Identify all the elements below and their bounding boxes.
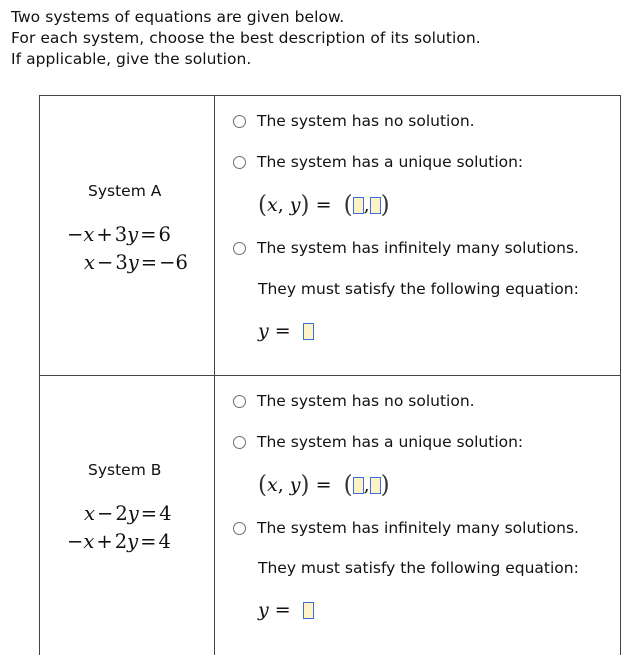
radio-button[interactable]: [233, 156, 246, 169]
system-b-must-satisfy: They must satisfy the following equation:: [258, 559, 579, 577]
option-label: The system has a unique solution:: [257, 433, 524, 451]
system-a-unique-solution: ( x , y ) = ( , ): [258, 191, 390, 219]
radio-button[interactable]: [233, 242, 246, 255]
system-b-label: System B: [88, 461, 162, 479]
option-label: The system has no solution.: [257, 112, 475, 130]
system-b-y-input[interactable]: [370, 477, 381, 494]
system-a-y-equation-input[interactable]: [303, 323, 314, 340]
instructions: [11, 7, 481, 70]
system-b-equation-2: −x + 2y = 4: [67, 530, 171, 553]
instruction-line-3: If applicable, give the solution.: [11, 50, 252, 68]
system-b-unique-solution: ( x , y ) = ( , ): [258, 471, 390, 499]
system-a-must-satisfy: They must satisfy the following equation:: [258, 280, 579, 298]
system-a-option-unique[interactable]: [233, 151, 523, 173]
system-b-equation-1: x − 2y = 4: [84, 502, 172, 525]
instruction-line-2: For each system, choose the best description of its solution.: [11, 29, 481, 47]
radio-button[interactable]: [233, 115, 246, 128]
option-label: The system has infinitely many solutions.: [257, 239, 579, 257]
system-a-option-infinite[interactable]: [233, 237, 579, 259]
system-a-equation-2: x − 3y = −6: [84, 251, 188, 274]
system-b-option-no-solution[interactable]: [233, 390, 475, 412]
system-a-label: System A: [88, 182, 162, 200]
system-a-equation-1: −x + 3y = 6: [67, 223, 171, 246]
option-label: The system has a unique solution:: [257, 153, 524, 171]
system-b-option-unique[interactable]: [233, 431, 523, 453]
radio-button[interactable]: [233, 436, 246, 449]
radio-button[interactable]: [233, 522, 246, 535]
system-b-infinite-equation: y =: [258, 599, 314, 621]
system-b-x-input[interactable]: [353, 477, 364, 494]
column-divider: [214, 96, 215, 655]
system-b-y-equation-input[interactable]: [303, 602, 314, 619]
system-a-option-no-solution[interactable]: [233, 110, 475, 132]
systems-table: [39, 95, 621, 655]
row-divider: [40, 375, 620, 376]
option-label: The system has no solution.: [257, 392, 475, 410]
system-b-option-infinite[interactable]: [233, 517, 579, 539]
system-a-y-input[interactable]: [370, 197, 381, 214]
system-a-infinite-equation: y =: [258, 320, 314, 342]
option-label: The system has infinitely many solutions.: [257, 519, 579, 537]
radio-button[interactable]: [233, 395, 246, 408]
system-a-x-input[interactable]: [353, 197, 364, 214]
instruction-line-1: Two systems of equations are given below.: [11, 8, 345, 26]
